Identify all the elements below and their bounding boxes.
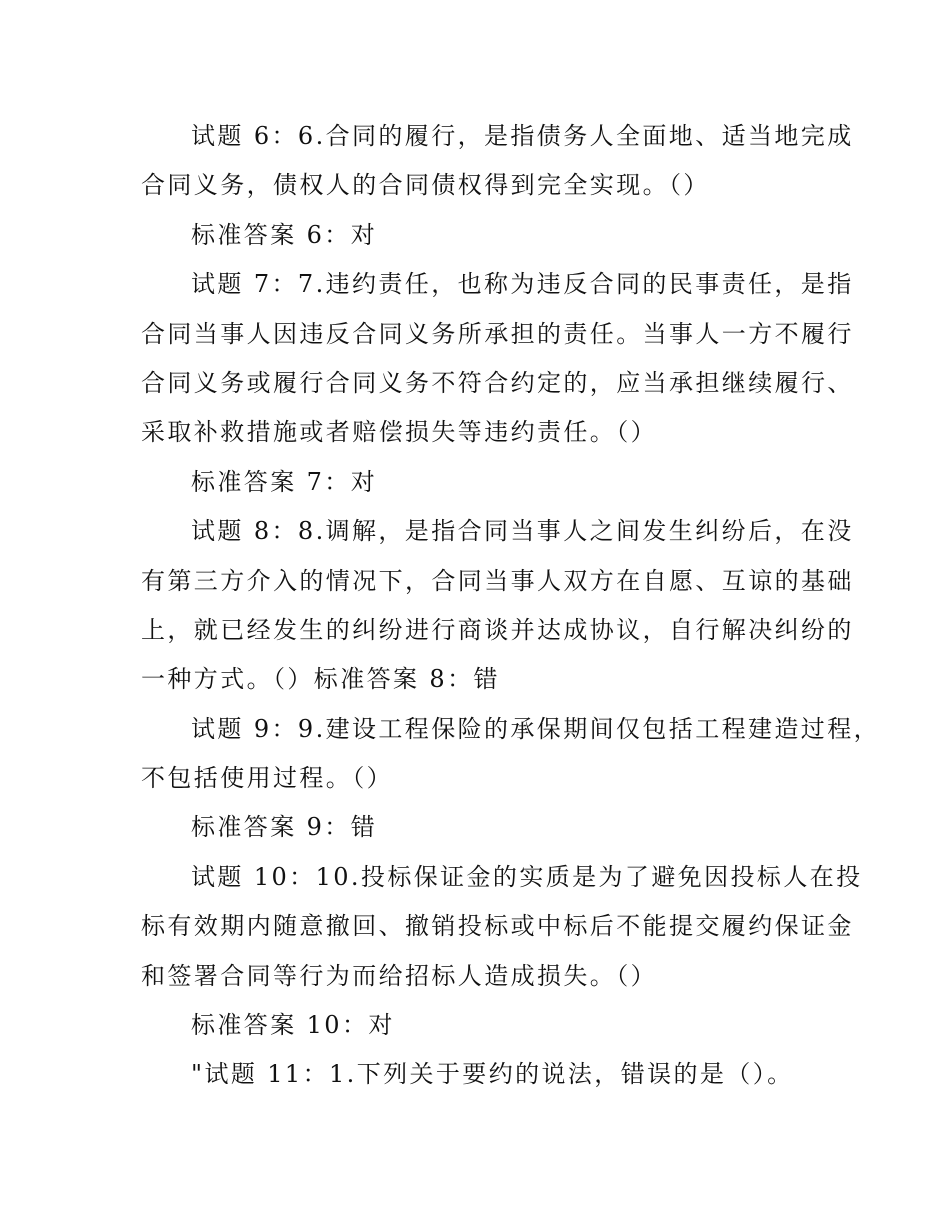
answer-7: 标准答案 7：对 <box>191 467 378 496</box>
answer-10: 标准答案 10：对 <box>191 1011 395 1040</box>
question-7-line-4: 采取补救措施或者赔偿损失等违约责任。（） <box>141 418 657 447</box>
question-10-line-1: 试题 10：10.投标保证金的实质是为了避免因投标人在投 <box>191 862 863 891</box>
question-8-line-4: 一种方式。（）标准答案 8：错 <box>141 665 500 694</box>
document-body <box>141 112 880 1100</box>
question-9-line-1: 试题 9：9.建设工程保险的承保期间仅包括工程建造过程， <box>191 714 880 743</box>
question-8-line-2: 有第三方介入的情况下，合同当事人双方在自愿、互谅的基础 <box>141 566 854 595</box>
answer-6: 标准答案 6：对 <box>191 220 378 249</box>
question-7-line-1: 试题 7：7.违约责任，也称为违反合同的民事责任，是指 <box>191 270 854 299</box>
question-6-line-1: 试题 6：6.合同的履行，是指债务人全面地、适当地完成 <box>191 122 854 150</box>
question-10-line-2: 标有效期内随意撤回、撤销投标或中标后不能提交履约保证金 <box>141 912 854 941</box>
question-7-line-2: 合同当事人因违反合同义务所承担的责任。当事人一方不履行 <box>141 319 854 348</box>
question-9-line-2: 不包括使用过程。（） <box>141 764 393 793</box>
question-7-line-3: 合同义务或履行合同义务不符合约定的，应当承担继续履行、 <box>141 368 854 397</box>
question-6-line-2: 合同义务，债权人的合同债权得到完全实现。（） <box>141 171 710 200</box>
question-11-line-1: "试题 11：1.下列关于要约的说法，错误的是（）。 <box>191 1060 794 1089</box>
answer-9: 标准答案 9：错 <box>191 813 378 842</box>
question-8-line-3: 上，就已经发生的纠纷进行商谈并达成协议，自行解决纠纷的 <box>141 615 854 644</box>
question-8-line-1: 试题 8：8.调解，是指合同当事人之间发生纠纷后，在没 <box>191 517 854 546</box>
question-10-line-3: 和签署合同等行为而给招标人造成损失。（） <box>141 961 657 990</box>
